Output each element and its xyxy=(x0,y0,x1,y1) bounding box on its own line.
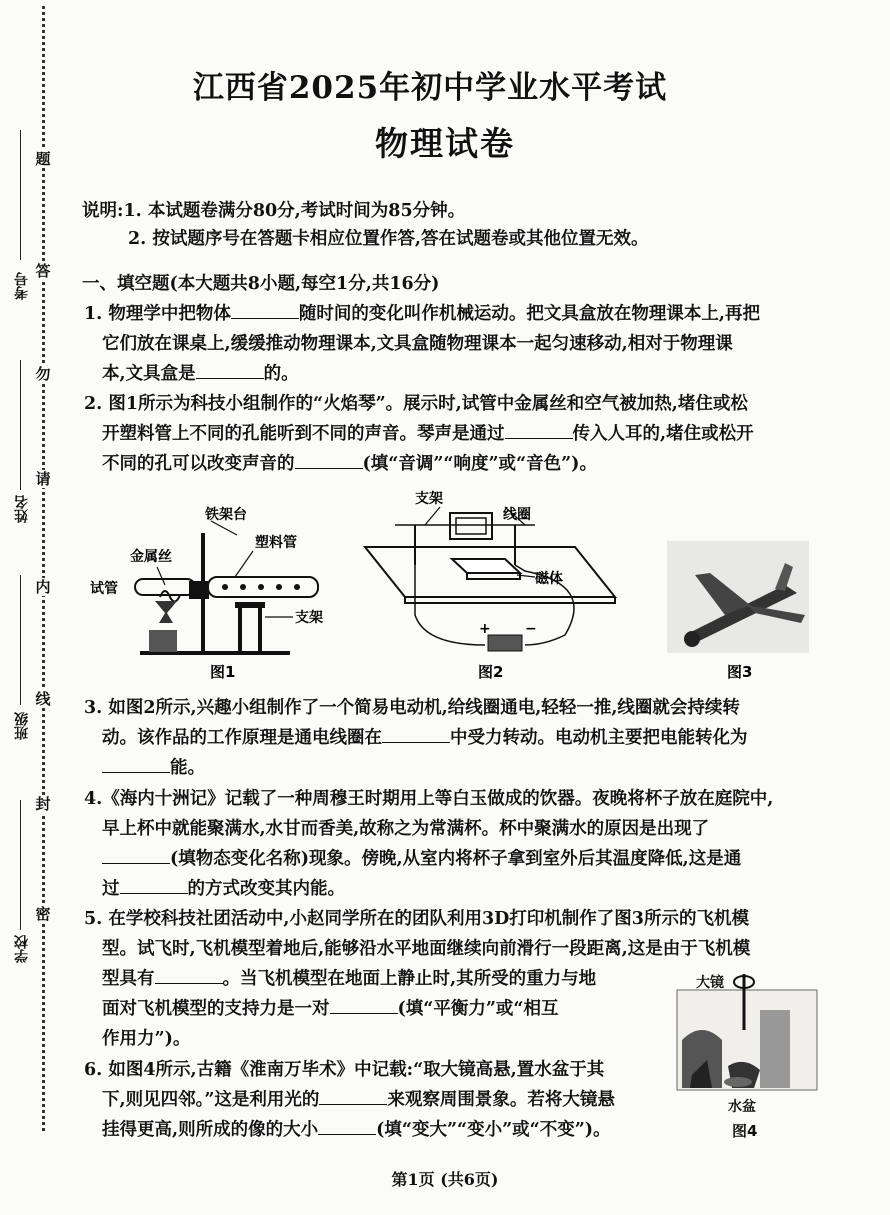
answer-blank xyxy=(155,963,223,984)
fig2-caption: 图2 xyxy=(478,663,504,681)
name-label: 姓名 xyxy=(14,495,30,523)
seal-word: 封 xyxy=(35,795,51,813)
q4-line2: 早上杯中就能聚满水,水甘而香美,故称之为常满杯。杯中聚满水的原因是出现了 xyxy=(102,819,710,839)
q4-line1: 4.《海内十洲记》记载了一种周穆王时期用上等白玉做成的饮器。夜晚将杯子放在庭院中, xyxy=(84,789,774,809)
fig4-label-shuipen: 水盆 xyxy=(728,1099,756,1115)
q5-line4: 面对飞机模型的支持力是一对 (填“平衡力”或“相互 xyxy=(102,993,558,1025)
class-line xyxy=(20,575,21,705)
seal-word: 密 xyxy=(35,905,51,923)
fig2-label-xianquan: 线圈 xyxy=(503,507,531,523)
q4-line4: 过 的方式改变其内能。 xyxy=(102,873,345,905)
seal-word: 题 xyxy=(35,150,51,168)
fig1-label-jinshusi: 金属丝 xyxy=(130,549,172,565)
seal-word: 请 xyxy=(35,470,51,488)
fig2-label-citi: 磁体 xyxy=(535,571,563,587)
fig1-label-zhijia: 支架 xyxy=(295,610,323,626)
school-line xyxy=(20,800,21,930)
figures-svg xyxy=(85,491,845,685)
answer-blank xyxy=(196,358,264,379)
class-label: 班级 xyxy=(14,712,30,740)
q6-line3: 挂得更高,则所成的像的大小 (填“变大”“变小”或“不变”)。 xyxy=(102,1114,611,1146)
answer-blank xyxy=(295,448,363,469)
q6-line2: 下,则见四邻。”这是利用光的 来观察周围景象。若将大镜悬 xyxy=(102,1084,615,1116)
school-label: 学校 xyxy=(14,935,30,963)
exam-no-label: 考号 xyxy=(14,272,30,300)
q5-line5: 作用力”)。 xyxy=(102,1029,191,1049)
answer-blank xyxy=(102,843,170,864)
fig3-plane-photo xyxy=(667,541,809,653)
answer-blank xyxy=(318,1114,376,1135)
q1-line2: 它们放在课桌上,缓缓推动物理课本,文具盒随物理课本一起匀速移动,相对于物理课 xyxy=(102,334,733,354)
fig4-container xyxy=(672,970,822,1142)
note-1: 说明:1. 本试题卷满分80分,考试时间为85分钟。 xyxy=(82,201,466,221)
page-footer: 第1页 (共6页) xyxy=(391,1170,499,1189)
figures-row xyxy=(85,491,845,685)
fig1-label-tieja: 铁架台 xyxy=(205,507,247,523)
q5-line3: 型具有 。当飞机模型在地面上静止时,其所受的重力与地 xyxy=(102,963,596,995)
answer-blank xyxy=(330,993,398,1014)
fig1-caption: 图1 xyxy=(210,663,236,681)
fig4-ancient-mirror xyxy=(672,970,822,1142)
q2-line3: 不同的孔可以改变声音的 (填“音调”“响度”或“音色”)。 xyxy=(102,448,597,480)
fig1-label-suliaoguan: 塑料管 xyxy=(255,535,297,551)
q3-line2: 动。该作品的工作原理是通电线圈在 中受力转动。电动机主要把电能转化为 xyxy=(102,722,748,754)
answer-blank xyxy=(505,418,573,439)
fig3-caption: 图3 xyxy=(727,663,753,681)
q6-line1: 6. 如图4所示,古籍《淮南万毕术》中记载:“取大镜高悬,置水盆于其 xyxy=(84,1060,605,1080)
q3-line3: 能。 xyxy=(102,752,205,784)
fig1-label-shiguan: 试管 xyxy=(90,581,118,597)
q5-line1: 5. 在学校科技社团活动中,小赵同学所在的团队利用3D打印机制作了图3所示的飞机模 xyxy=(84,909,749,929)
answer-blank xyxy=(231,298,299,319)
seal-word: 内 xyxy=(35,578,51,596)
q4-line3: (填物态变化名称)现象。傍晚,从室内将杯子拿到室外后其温度降低,这是通 xyxy=(102,843,741,875)
seal-word: 答 xyxy=(35,262,51,280)
answer-blank xyxy=(382,722,450,743)
fig2-label-zhijia: 支架 xyxy=(415,491,443,507)
note-2: 2. 按试题序号在答题卡相应位置作答,答在试题卷或其他位置无效。 xyxy=(128,229,649,249)
seal-dotted-line xyxy=(42,6,45,1131)
q2-line1: 2. 图1所示为科技小组制作的“火焰琴”。展示时,试管中金属丝和空气被加热,堵住或松 xyxy=(84,394,748,414)
binding-margin xyxy=(0,0,62,1215)
q1-line3: 本,文具盒是 的。 xyxy=(102,358,299,390)
q2-line2: 开塑料管上不同的孔能听到不同的声音。琴声是通过 传入人耳的,堵住或松开 xyxy=(102,418,754,450)
fig4-caption: 图4 xyxy=(732,1122,758,1140)
exam-title: 江西省2025年初中学业水平考试 xyxy=(192,70,668,106)
name-line xyxy=(20,360,21,490)
seal-word: 线 xyxy=(35,690,51,708)
exam-subtitle: 物理试卷 xyxy=(375,124,515,163)
fig2-label-plus: + xyxy=(479,621,491,637)
answer-blank xyxy=(319,1084,387,1105)
q1-line1: 1. 物理学中把物体 随时间的变化叫作机械运动。把文具盒放在物理课本上,再把 xyxy=(84,298,760,330)
answer-blank xyxy=(120,873,188,894)
section-heading: 一、填空题(本大题共8小题,每空1分,共16分) xyxy=(82,274,440,294)
fig4-label-dajing: 大镜 xyxy=(696,975,724,991)
q3-line1: 3. 如图2所示,兴趣小组制作了一个简易电动机,给线圈通电,轻轻一推,线圈就会持续转 xyxy=(84,698,740,718)
fig2-label-minus: − xyxy=(525,621,537,637)
answer-blank xyxy=(102,752,170,773)
q5-line2: 型。试飞时,飞机模型着地后,能够沿水平地面继续向前滑行一段距离,这是由于飞机模 xyxy=(102,939,751,959)
seal-word: 勿 xyxy=(35,365,51,383)
